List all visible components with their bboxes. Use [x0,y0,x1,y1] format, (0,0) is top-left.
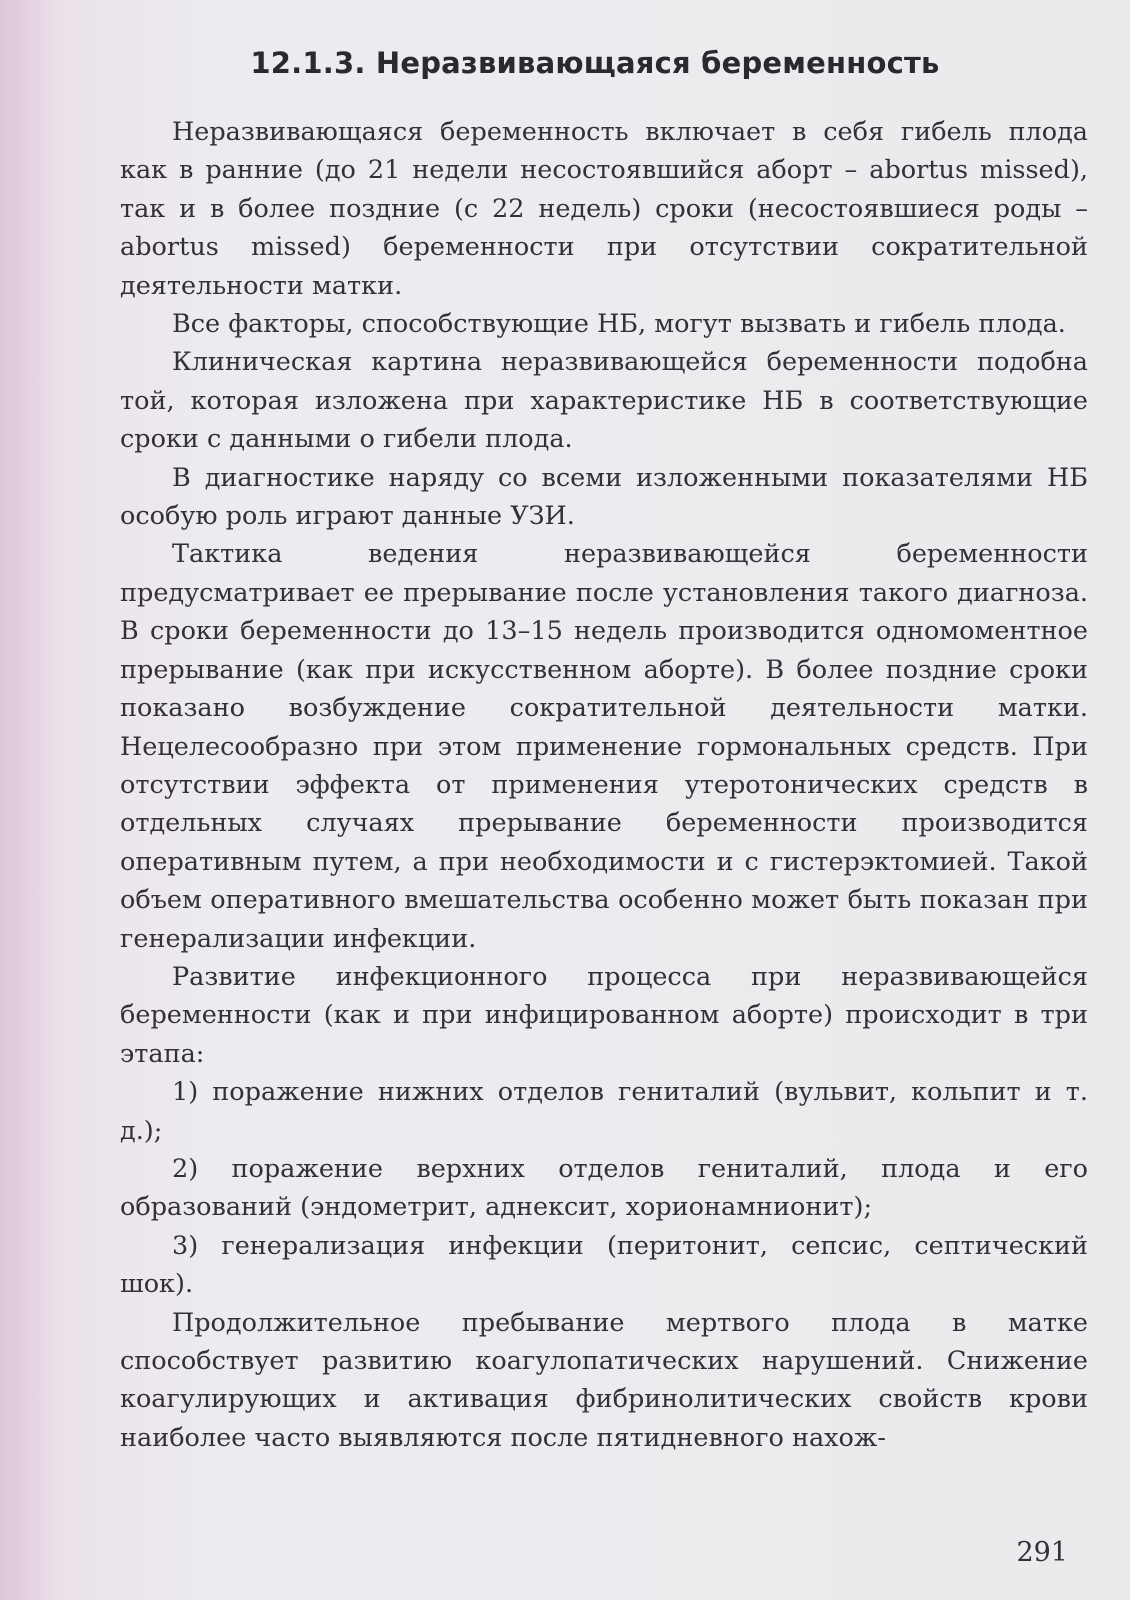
paragraph-7: Продолжительное пребывание мертвого плода в матке способствует развитию коагулопатических нарушений. Снижение коагулирующих и активация фибринолитических свойств крови наиболее часто выявляются после пятидневного нахож- [120,1307,1088,1453]
spine-shadow [0,0,60,1600]
paragraph-5: Тактика ведения неразвивающейся беременности предусматривает ее прерывание после установления такого диагноза. В сроки беременности до 13–15 недель производится одномоментное прерывание (как при искусственном аборте). В более поздние сроки показано возбуждение сократительной деятельности матки. Нецелесообразно при этом применение гормональных средств. При отсутствии эффекта от применения утеротонических средств в отдельных случаях прерывание беременности производится оперативным путем, а при необходимости и с гистерэктомией. Такой объем оперативного вмешательства особенно может быть показан при генерализации инфекции. [120,539,1088,954]
page-number: 291 [1016,1537,1068,1568]
body-text [120,113,1088,1457]
paragraph-3: Клиническая картина неразвивающейся беременности подобна той, которая изложена при характеристике НБ в соответствующие сроки с данными о гибели плода. [120,347,1088,455]
paragraph-6: Развитие инфекционного процесса при неразвивающейся беременности (как и при инфицированном аборте) происходит в три этапа: [120,961,1088,1069]
list-item-3: 3) генерализация инфекции (перитонит, сепсис, септический шок). [120,1230,1088,1300]
list-item-1: 1) поражение нижних отделов гениталий (вульвит, кольпит и т. д.); [120,1077,1088,1146]
paragraph-4: В диагностике наряду со всеми изложенными показателями НБ особую роль играют данные УЗИ. [120,462,1088,532]
list-item-2: 2) поражение верхних отделов гениталий, плода и его образований (эндометрит, аднексит, хорионамнионит); [120,1153,1088,1223]
paragraph-2: Все факторы, способствующие НБ, могут вызвать и гибель плода. [172,309,1066,340]
section-title: 12.1.3. Неразвивающаяся беременность [250,46,940,80]
paragraph-1: Неразвивающаяся беременность включает в себя гибель плода как в ранние (до 21 недели несостоявшийся аборт – abortus missed), так и в более поздние (с 22 недель) сроки (несостоявшиеся роды – abortus missed) беременности при отсутствии сократительной деятельности матки. [120,117,1088,301]
